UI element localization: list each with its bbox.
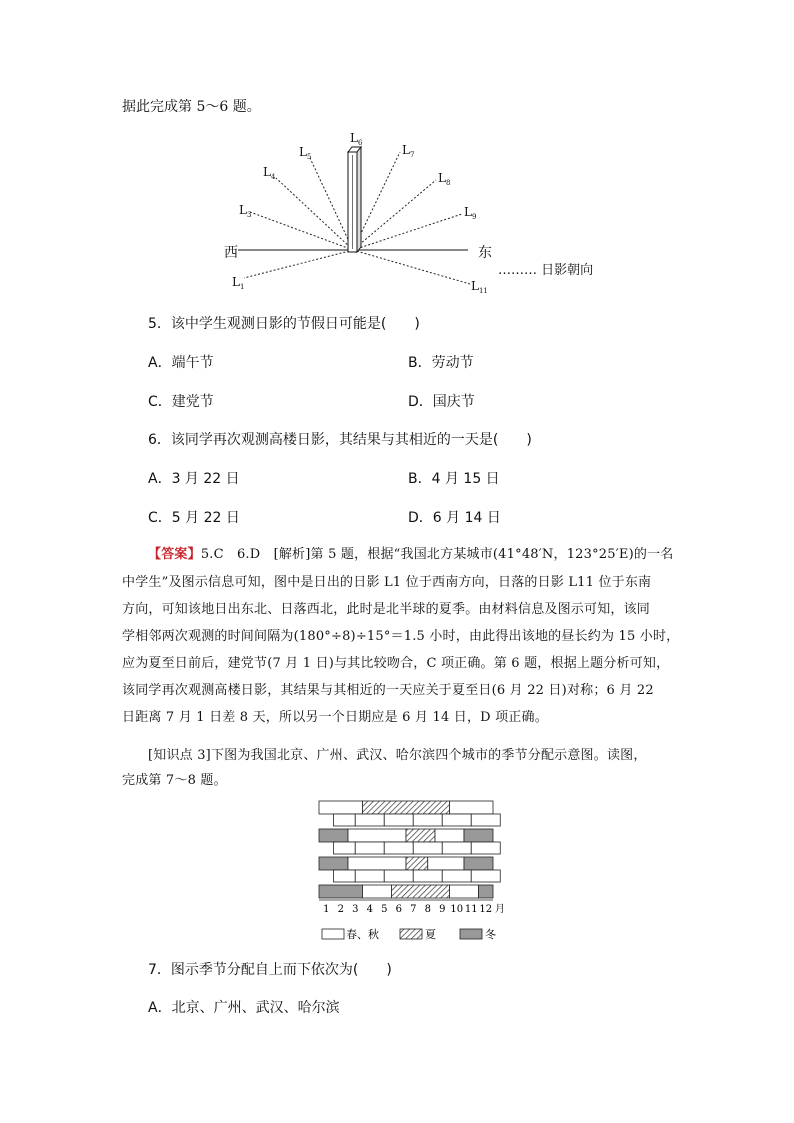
season-seg-row2-4: [435, 829, 464, 842]
legend-winter: 冬: [485, 928, 496, 941]
answer-line-6: 该同学再次观测高楼日影，其结果与其相近的一天应关于夏至日(6 月 22 日)对称；6 月 22: [122, 683, 654, 698]
season-seg-row4-5: [479, 885, 494, 898]
season-seg-row4-2: [363, 885, 392, 898]
season-seg-row3-4: [428, 857, 464, 870]
season-seg-row3-1: [319, 857, 348, 870]
q6-option-c[interactable]: C．5 月 22 日: [148, 510, 240, 526]
brick-row2-4: [413, 842, 442, 854]
season-distribution-chart: [300, 795, 520, 947]
answer-line-3: 方向，可知该地日出东北、日落西北，此时是北半球的夏季。由材料信息及图示可知，该同: [122, 602, 651, 617]
svg-text:L8: $L_8$: [438, 171, 451, 187]
svg-text:L5: $L_5$: [299, 145, 312, 161]
legend-summer: 夏: [425, 928, 436, 941]
month-tick-8: 8: [424, 904, 431, 915]
brick-row3-1: [334, 870, 356, 882]
month-tick-7: 7: [410, 904, 417, 915]
shadow-L8: [353, 180, 436, 250]
month-tick-2: 2: [337, 904, 344, 915]
q7-option-a[interactable]: A．北京、广州、武汉、哈尔滨: [148, 1000, 340, 1016]
q7-stem: 7．图示季节分配自上而下依次为( ): [148, 962, 392, 978]
month-tick-4: 4: [366, 904, 373, 915]
east-label: 东: [478, 245, 492, 261]
season-seg-row2-1: [319, 829, 348, 842]
kp3-line-2: 完成第 7～8 题。: [122, 773, 227, 788]
brick-row2-5: [442, 842, 471, 854]
month-tick-5: 5: [381, 904, 388, 915]
tall-building: [348, 147, 361, 252]
brick-row2-3: [384, 842, 413, 854]
shadow-L4: [276, 178, 353, 250]
q6-option-d[interactable]: D．6 月 14 日: [408, 510, 501, 526]
season-seg-row3-2: [348, 857, 406, 870]
brick-row2-1: [334, 842, 356, 854]
west-label: 西: [224, 245, 238, 261]
month-unit: 月: [495, 904, 505, 915]
answer-line-2: 中学生”及图示信息可知，图中是日出的日影 L1 位于西南方向，日落的日影 L11 位于东南: [122, 575, 652, 590]
brick-row1-3: [384, 814, 413, 826]
answer-tag: 【答案】: [148, 547, 201, 562]
brick-row3-6: [471, 870, 500, 882]
brick-row3-5: [442, 870, 471, 882]
season-seg-row2-2: [348, 829, 406, 842]
brick-row1-1: [334, 814, 356, 826]
svg-text:L9: $L_9$: [464, 205, 477, 221]
brick-row2-6: [471, 842, 500, 854]
season-seg-row3-3: [406, 857, 428, 870]
brick-row1-6: [471, 814, 500, 826]
season-seg-row3-5: [464, 857, 493, 870]
month-tick-12: 12: [479, 904, 493, 915]
season-seg-row1-1: [319, 801, 363, 814]
season-seg-row2-3: [406, 829, 435, 842]
intro-text: 据此完成第 5～6 题。: [122, 99, 261, 115]
q5-option-a[interactable]: A．端午节: [148, 355, 214, 371]
shadow-L5: [310, 158, 353, 250]
season-legend: [322, 927, 496, 941]
q6-option-b[interactable]: B．4 月 15 日: [408, 471, 500, 487]
svg-text:L3: $L_3$: [239, 203, 252, 219]
shadow-L3: [250, 212, 353, 250]
q6-stem: 6．该同学再次观测高楼日影，其结果与其相近的一天是( ): [148, 432, 532, 448]
shadow-L1: [244, 250, 353, 278]
brick-row2-2: [355, 842, 384, 854]
season-seg-row4-4: [450, 885, 479, 898]
brick-row3-3: [384, 870, 413, 882]
brick-row1-4: [413, 814, 442, 826]
month-tick-9: 9: [439, 904, 446, 915]
month-tick-1: 1: [323, 904, 330, 915]
brick-row1-2: [355, 814, 384, 826]
shadow-legend: ……… 日影朝向: [498, 263, 594, 278]
month-tick-11: 11: [464, 904, 478, 915]
svg-text:L1: $L_1$: [232, 275, 245, 291]
svg-text:L4: $L_4$: [263, 165, 276, 181]
legend-spring-autumn: 春、秋: [346, 928, 379, 941]
legend-swatch-winter: [460, 929, 482, 939]
q6-option-a[interactable]: A．3 月 22 日: [148, 471, 240, 487]
answer-line-4: 学相邻两次观测的时间间隔为(180°÷8)÷15°＝1.5 小时，由此得出该地的昼长约为 15 小时，: [122, 629, 680, 644]
legend-swatch-summer: [400, 929, 422, 939]
month-tick-3: 3: [352, 904, 359, 915]
shadow-L11: [353, 250, 470, 284]
q5-option-d[interactable]: D．国庆节: [408, 394, 475, 410]
svg-text:L7: $L_7$: [402, 143, 415, 159]
q5-option-c[interactable]: C．建党节: [148, 394, 214, 410]
season-seg-row4-1: [319, 885, 363, 898]
season-seg-row4-3: [392, 885, 450, 898]
month-tick-6: 6: [395, 904, 402, 915]
season-seg-row1-3: [450, 801, 494, 814]
month-tick-10: 10: [450, 904, 464, 915]
season-seg-row2-5: [464, 829, 493, 842]
kp3-line-1: [知识点 3]下图为我国北京、广州、武汉、哈尔滨四个城市的季节分配示意图。读图，: [148, 748, 647, 763]
answer-line-5: 应为夏至日前后，建党节(7 月 1 日)与其比较吻合，C 项正确。第 6 题，根据上题分析可知，: [122, 656, 670, 671]
svg-text:L6: $L_6$: [350, 131, 363, 147]
q5-option-b[interactable]: B．劳动节: [408, 355, 474, 371]
legend-swatch-spring-autumn: [322, 929, 344, 939]
shadow-L9: [353, 214, 462, 250]
brick-row3-4: [413, 870, 442, 882]
svg-text:L11: $L_{11}$: [471, 279, 488, 295]
q5-stem: 5．该中学生观测日影的节假日可能是( ): [148, 316, 420, 332]
brick-row1-5: [442, 814, 471, 826]
season-seg-row1-2: [363, 801, 450, 814]
answer-line-7: 日距离 7 月 1 日差 8 天，所以另一个日期应是 6 月 14 日，D 项正确。: [122, 710, 548, 725]
brick-row3-2: [355, 870, 384, 882]
answer-line-1: 5.C 6.D [解析]第 5 题，根据“我国北方某城市(41°48′N，123°25′E)的一名: [200, 547, 674, 562]
